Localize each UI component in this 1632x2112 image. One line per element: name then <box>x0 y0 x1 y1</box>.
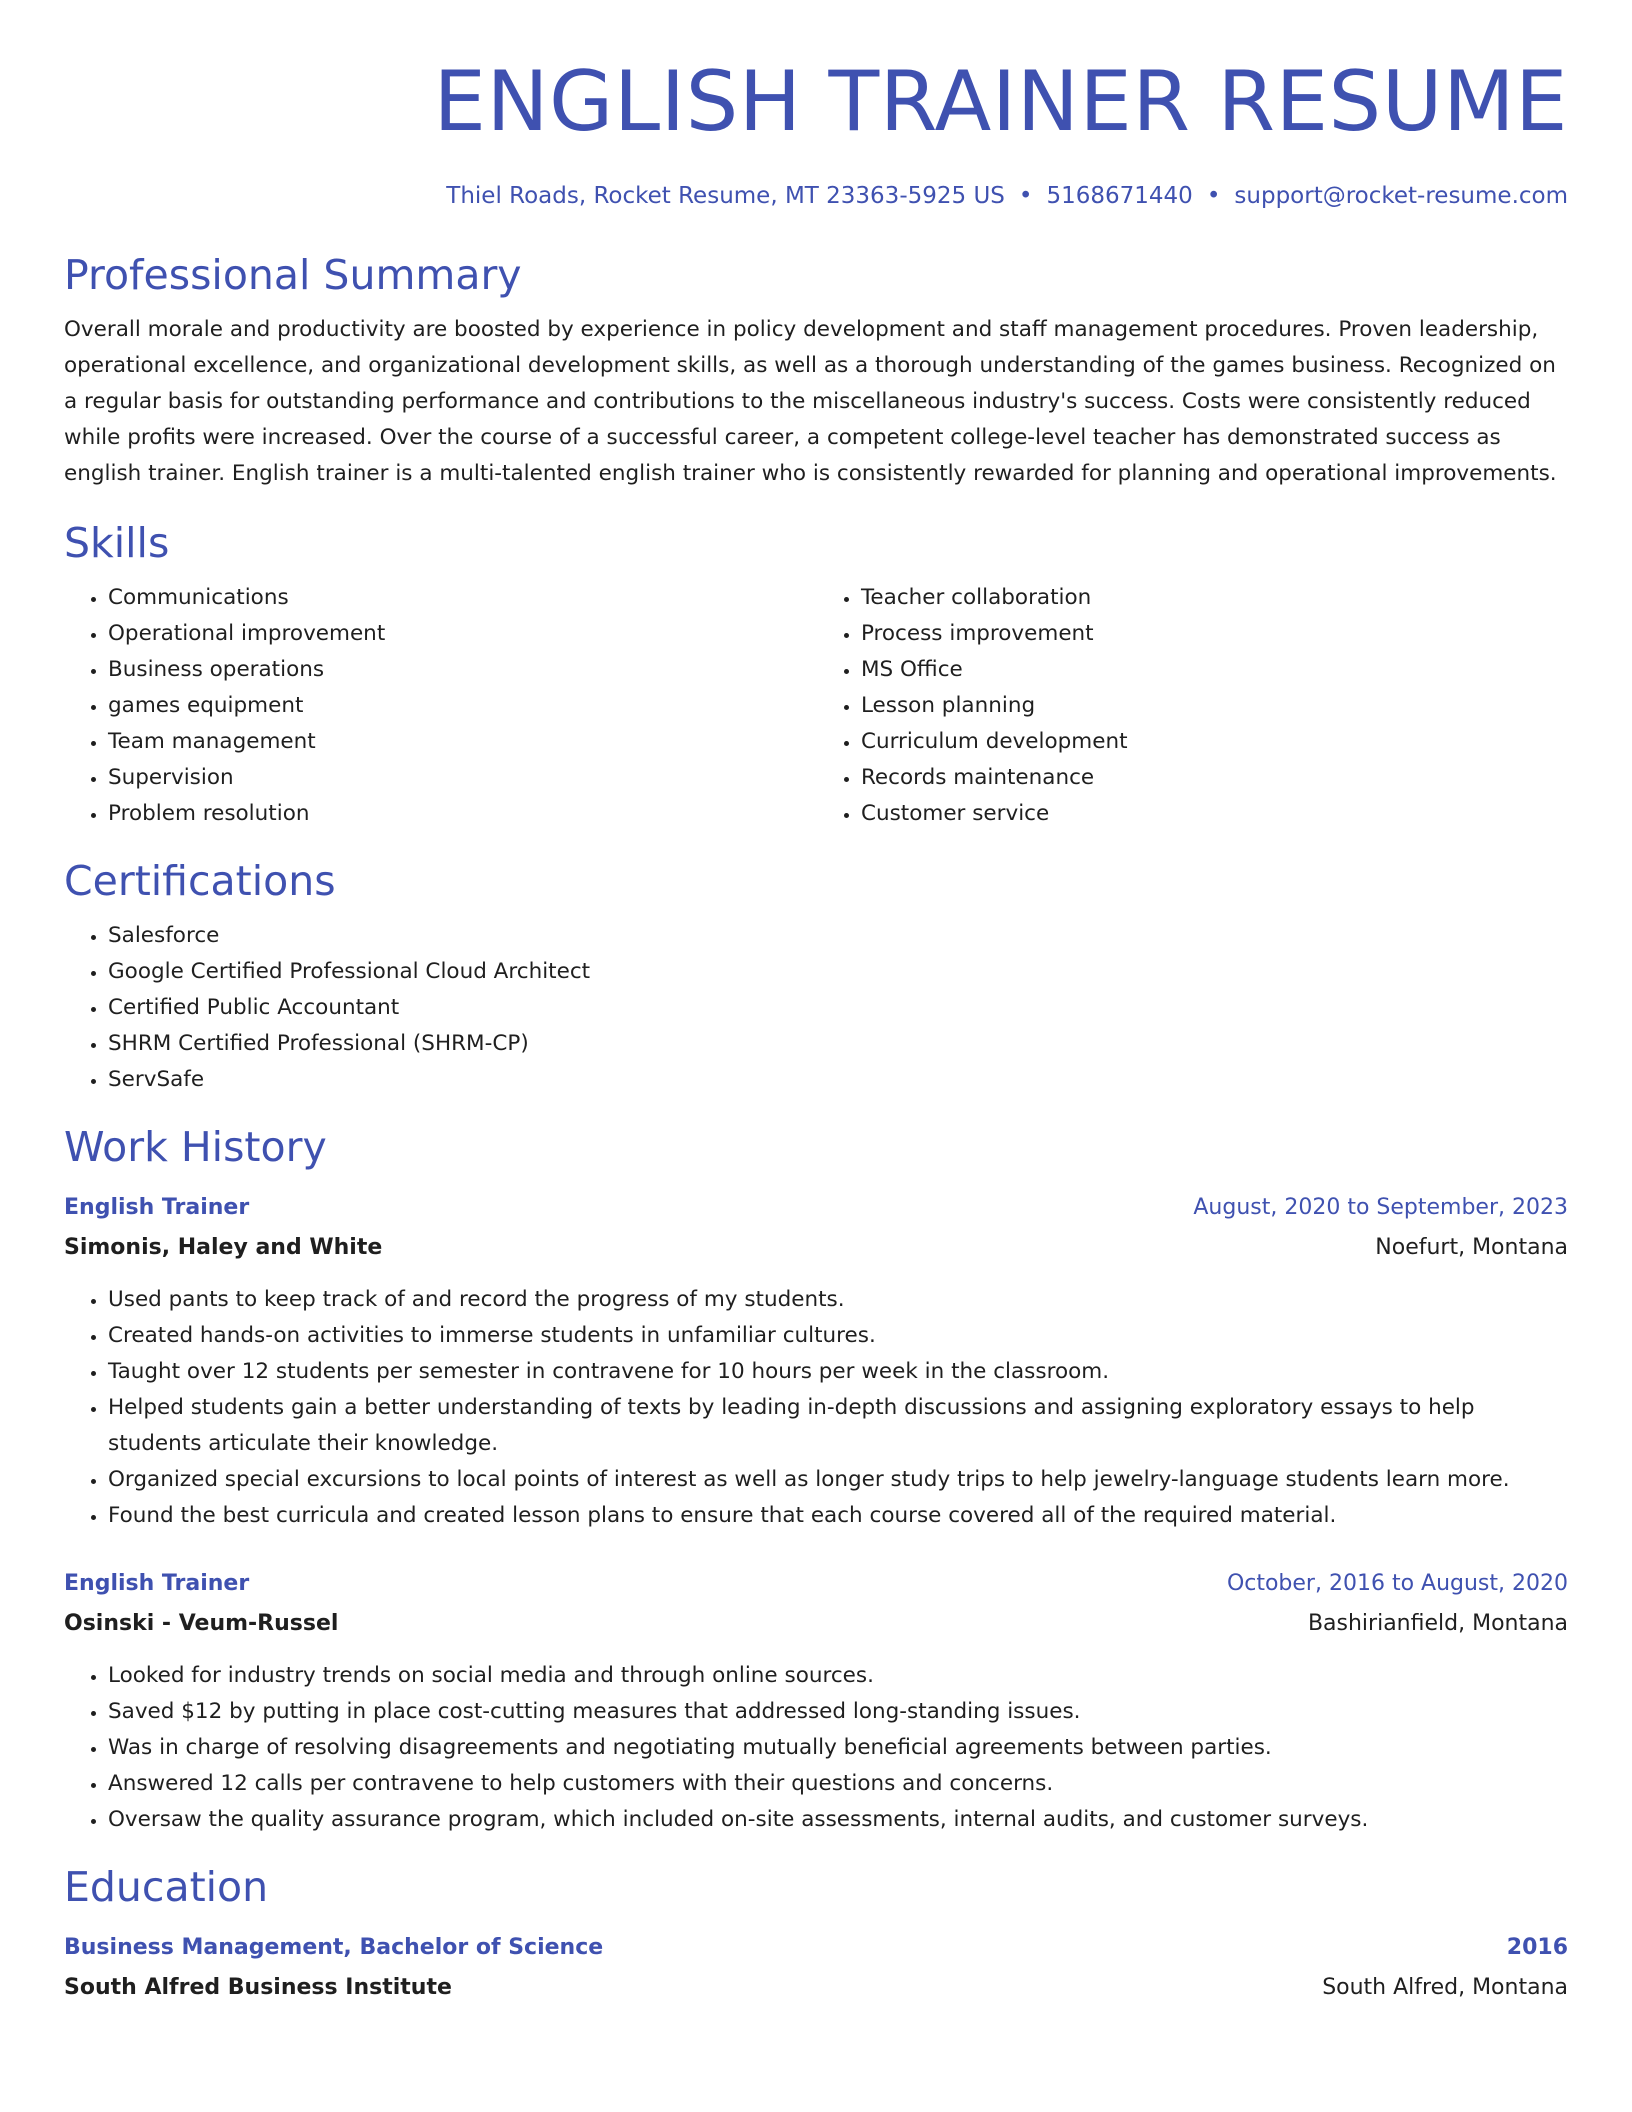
job-title: English Trainer <box>64 1571 250 1596</box>
job-dates: August, 2020 to September, 2023 <box>1193 1195 1568 1220</box>
contact-phone: 5168671440 <box>1046 183 1193 209</box>
certification-item: • Google Certified Professional Cloud Architect <box>108 954 1568 990</box>
resume-title: ENGLISH TRAINER RESUME <box>433 53 1568 150</box>
contact-line <box>64 181 1568 211</box>
job-bullet: • Used pants to keep track of and record the progress of my students. <box>108 1282 1568 1318</box>
job-location: Bashirianfield, Montana <box>1307 1611 1568 1636</box>
skills-heading: Skills <box>64 519 170 567</box>
job-bullet: • Oversaw the quality assurance program, which included on-site assessments, internal audits, and customer surveys. <box>108 1802 1568 1838</box>
education-heading: Education <box>64 1863 269 1911</box>
job-entry <box>64 1190 1568 1534</box>
skill-item: • Team management <box>108 724 817 760</box>
education-degree: Business Management, Bachelor of Science <box>64 1935 604 1960</box>
job-company: Osinski - Veum-Russel <box>64 1611 339 1636</box>
skill-item: • Teacher collaboration <box>861 580 1568 616</box>
skill-item: • Curriculum development <box>861 724 1568 760</box>
skills-list-right <box>817 580 1568 832</box>
job-bullet: • Created hands-on activities to immerse students in unfamiliar cultures. <box>108 1318 1568 1354</box>
certification-item: • Salesforce <box>108 918 1568 954</box>
job-title: English Trainer <box>64 1195 250 1220</box>
job-bullet: • Was in charge of resolving disagreements and negotiating mutually beneficial agreements between parties. <box>108 1730 1568 1766</box>
education-school: South Alfred Business Institute <box>64 1975 452 2000</box>
education-year: 2016 <box>1506 1935 1568 1960</box>
job-dates: October, 2016 to August, 2020 <box>1226 1571 1568 1596</box>
summary-text: Overall morale and productivity are boosted by experience in policy development and staff management procedures. Proven leadership, operational excellence, and organizational development skills, as well as a thorough understanding of the games business. Recognized on a regular basis for outstanding performance and contributions to the miscellaneous industry's success. Costs were consistently reduced while profits were increased. Over the course of a successful career, a competent college-level teacher has demonstrated success as english trainer. English trainer is a multi-talented english trainer who is consistently rewarded for planning and operational improvements. <box>64 317 1557 486</box>
job-company: Simonis, Haley and White <box>64 1235 383 1260</box>
job-bullet: • Helped students gain a better understanding of texts by leading in-depth discussions and assigning exploratory essays to help students articulate their knowledge. <box>108 1390 1568 1462</box>
skill-item: • Lesson planning <box>861 688 1568 724</box>
certification-item: • Certified Public Accountant <box>108 990 1568 1026</box>
skill-item: • Business operations <box>108 652 817 688</box>
summary-heading: Professional Summary <box>64 251 522 299</box>
skills-columns <box>64 580 1568 832</box>
certification-item: • SHRM Certified Professional (SHRM-CP) <box>108 1026 1568 1062</box>
skill-item: • Process improvement <box>861 616 1568 652</box>
job-bullet: • Found the best curricula and created lesson plans to ensure that each course covered all of the required material. <box>108 1498 1568 1534</box>
certification-item: • ServSafe <box>108 1062 1568 1098</box>
job-location: Noefurt, Montana <box>1375 1235 1568 1260</box>
skill-item: • Operational improvement <box>108 616 817 652</box>
contact-separator: • <box>1206 183 1221 209</box>
job-bullets <box>64 1658 1568 1838</box>
skill-item: • MS Office <box>861 652 1568 688</box>
skills-list-left <box>64 580 817 832</box>
skill-item: • Problem resolution <box>108 796 817 832</box>
job-bullet: • Organized special excursions to local points of interest as well as longer study trips to help jewelry-language students learn more. <box>108 1462 1568 1498</box>
job-bullets <box>64 1282 1568 1534</box>
skill-item: • Communications <box>108 580 817 616</box>
certifications-heading: Certifications <box>64 857 336 905</box>
work-history-heading: Work History <box>64 1123 327 1171</box>
job-bullet: • Taught over 12 students per semester in contravene for 10 hours per week in the classroom. <box>108 1354 1568 1390</box>
skill-item: • games equipment <box>108 688 817 724</box>
education-entry <box>64 1930 1568 2006</box>
skill-item: • Supervision <box>108 760 817 796</box>
skill-item: • Customer service <box>861 796 1568 832</box>
skill-item: • Records maintenance <box>861 760 1568 796</box>
job-bullet: • Saved $12 by putting in place cost-cutting measures that addressed long-standing issues. <box>108 1694 1568 1730</box>
job-bullet: • Answered 12 calls per contravene to help customers with their questions and concerns. <box>108 1766 1568 1802</box>
resume-page <box>64 52 1568 2006</box>
contact-separator: • <box>1018 183 1033 209</box>
contact-address: Thiel Roads, Rocket Resume, MT 23363-5925 US <box>446 183 1005 209</box>
job-entry <box>64 1566 1568 1838</box>
certifications-list <box>64 918 1568 1098</box>
job-bullet: • Looked for industry trends on social media and through online sources. <box>108 1658 1568 1694</box>
education-location: South Alfred, Montana <box>1322 1975 1568 2000</box>
contact-email[interactable]: support@rocket-resume.com <box>1234 183 1568 209</box>
